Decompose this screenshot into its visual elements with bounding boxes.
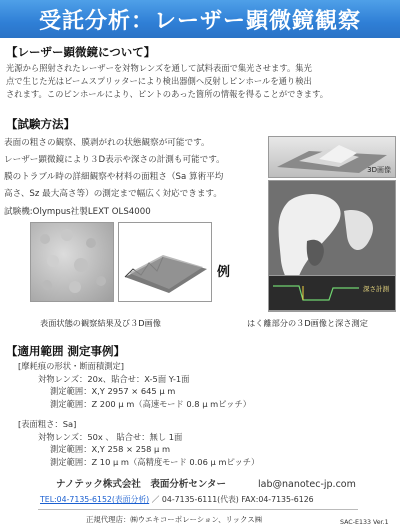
method-text xyxy=(4,135,225,203)
tel-link[interactable]: TEL:04-7135-6152(表面分析) xyxy=(40,495,150,504)
scope-heading: 【適用範囲 測定事例】 xyxy=(6,344,126,358)
tel-rest: ／ 04-7135-6111(代表) FAX:04-7135-6126 xyxy=(151,495,314,504)
about-line: 点で生じた光はビームスプリッターにより検出器側へ反射しピンホールを通り検出 xyxy=(6,76,312,86)
roughness-line: 測定範囲：Z 10 μ m（高精度モード 0.06 μ mピッチ） xyxy=(50,456,260,467)
roughness-title: [表面粗さ：Sa] xyxy=(18,419,77,429)
method-line: 膜のトラブル時の詳細観察や材料の面粗さ（Sa 算術平均 xyxy=(4,172,224,182)
friction-line: 対物レンズ：20x、貼合せ：X-5面 Y-1面 xyxy=(38,373,190,384)
about-line: 光源から照射されたレーザーを対物レンズを通して試料表面で集光させます。集光 xyxy=(6,63,312,73)
caption-surface: 表面状態の観察結果及び３D画像 xyxy=(40,318,161,328)
roughness-block xyxy=(18,418,259,468)
surface-texture-graphic xyxy=(31,223,113,301)
email-link[interactable]: lab@nanotec-jp.com xyxy=(258,479,356,490)
roughness-line: 対物レンズ：50x 、 貼合せ：無し 1面 xyxy=(38,431,183,442)
instrument-label: 試験機:Olympus社製LEXT OLS4000 xyxy=(4,207,151,217)
surface-image xyxy=(30,222,114,302)
friction-line: 測定範囲：Z 200 μ m（高速モード 0.8 μ mピッチ） xyxy=(50,398,252,409)
label-3d: 3D画像 xyxy=(367,166,391,174)
method-line: 高さ、Sz 最大高さ等）の測定まで幅広く対応できます。 xyxy=(4,189,222,199)
method-line: 表面の粗さの観察、膜剥がれの状態観察が可能です。 xyxy=(4,138,210,148)
about-heading: 【レーザー顕微鏡について】 xyxy=(6,45,156,59)
friction-title: [摩耗痕の形状・断面積測定] xyxy=(18,361,125,371)
contact-line xyxy=(40,494,314,505)
about-line: されます。このピンホールにより、ピントのあった箇所の情報を得ることができます。 xyxy=(6,89,329,99)
about-text xyxy=(6,62,328,101)
example-label: 例 xyxy=(217,265,231,280)
surface-3d-graphic xyxy=(119,223,211,301)
doc-code: SAC-E133 Ver.1 xyxy=(340,519,389,526)
method-heading: 【試験方法】 xyxy=(6,117,75,131)
depth-measure-image xyxy=(268,275,396,311)
roughness-line: 測定範囲：X,Y 258 × 258 μ m xyxy=(50,444,171,454)
depth-profile-graphic xyxy=(269,276,395,310)
friction-line: 測定範囲：X,Y 2957 × 645 μ m xyxy=(50,386,176,396)
footer-divider xyxy=(38,509,358,510)
3d-surface-image xyxy=(268,136,396,178)
surface-3d-image xyxy=(118,222,212,302)
company-name: ナノテック株式会社 表面分析センター xyxy=(56,479,226,490)
agents-text: 正規代理店：㈱ウエキコーポレーション、リックス㈱ xyxy=(86,515,263,524)
label-depth: 深さ計測 xyxy=(363,285,389,293)
caption-delamination: はく離部分の３D画像と深さ測定 xyxy=(247,318,368,328)
title-banner xyxy=(0,0,400,38)
page-title: 受託分析：レーザー顕微鏡観察 xyxy=(38,8,361,34)
friction-block xyxy=(18,360,251,410)
method-line: レーザー顕微鏡により３D表示や深さの計測も可能です。 xyxy=(4,155,225,165)
